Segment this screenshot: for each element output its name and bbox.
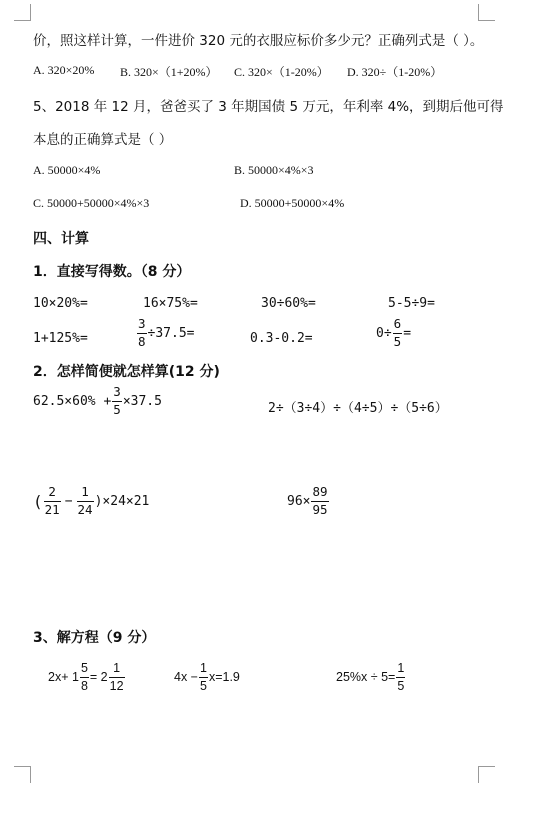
expr-bracket-fraction: ( $\frac{2}{21}$ − $\frac{1}{24}$ )×24×21 (33, 484, 150, 517)
calc-1plus125: 1+125%= (33, 331, 88, 346)
q5-option-c: C. 50000+50000×4%×3 (33, 196, 150, 210)
crop-mark-top-right (478, 4, 495, 21)
equation-1: 2x+ 1 $\frac{5}{8}$ = 2 $\frac{1}{12}$ (48, 661, 124, 693)
calc-30div60: 30÷60%= (261, 296, 316, 311)
calc-10x20: 10×20%= (33, 296, 88, 311)
fraction: $\frac{1}{24}$ (77, 484, 93, 517)
fraction: $\frac{89}{95}$ (312, 484, 328, 517)
q4-option-b: B. 320×（1+20%） (120, 65, 218, 79)
fraction: $\frac{2}{21}$ (44, 484, 60, 517)
part-2-title: 2．怎样简便就怎样算(12 分) (33, 364, 220, 380)
expr-2div-chain: 2÷（3÷4）÷（4÷5）÷（5÷6） (268, 401, 448, 416)
expr-96x89over95: 96× $\frac{89}{95}$ (287, 484, 328, 517)
q4-continuation: 价，照这样计算，一件进价 320 元的衣服应标价多少元？正确列式是（ ）。 (33, 33, 484, 49)
part-1-title: 1．直接写得数。（8 分） (33, 264, 191, 280)
fraction: $\frac{1}{5}$ (397, 661, 405, 693)
q5-option-b: B. 50000×4%×3 (234, 163, 314, 177)
equation-3: 25%x ÷ 5= $\frac{1}{5}$ (336, 661, 405, 693)
q5-option-a: A. 50000×4% (33, 163, 101, 177)
section-4-title: 四、计算 (33, 231, 89, 247)
crop-mark-top-left (14, 4, 31, 21)
q4-option-c: C. 320×（1-20%） (234, 65, 329, 79)
calc-0div6over5: 0÷ $\frac{6}{5}$ = (376, 316, 412, 349)
fraction: $\frac{3}{8}$ (138, 316, 146, 349)
calc-16x75: 16×75%= (143, 296, 198, 311)
calc-0.3minus0.2: 0.3-0.2= (250, 331, 313, 346)
fraction: $\frac{6}{5}$ (393, 316, 402, 349)
q5-line-1: 5、2018 年 12 月，爸爸买了 3 年期国债 5 万元，年利率 4%，到期后他可得 (33, 99, 504, 115)
q5-option-d: D. 50000+50000×4% (240, 196, 345, 210)
fraction: $\frac{1}{5}$ (199, 661, 207, 693)
crop-mark-bottom-left (14, 766, 31, 783)
q5-line-2: 本息的正确算式是（ ） (33, 132, 173, 148)
equation-2: 4x − $\frac{1}{5}$ x=1.9 (174, 661, 240, 693)
q4-option-d: D. 320÷（1-20%） (347, 65, 443, 79)
fraction: $\frac{5}{8}$ (80, 661, 88, 693)
calc-5minus5div9: 5-5÷9= (388, 296, 435, 311)
fraction: $\frac{1}{12}$ (109, 661, 124, 693)
fraction: $\frac{3}{5}$ (113, 384, 121, 417)
crop-mark-bottom-right (478, 766, 495, 783)
expr-62.5x60: 62.5×60% + $\frac{3}{5}$ ×37.5 (33, 384, 162, 417)
calc-3over8-div: $\frac{3}{8}$ ÷37.5= (138, 316, 195, 349)
part-3-title: 3、解方程（9 分） (33, 630, 156, 646)
q4-option-a: A. 320×20% (33, 63, 95, 77)
